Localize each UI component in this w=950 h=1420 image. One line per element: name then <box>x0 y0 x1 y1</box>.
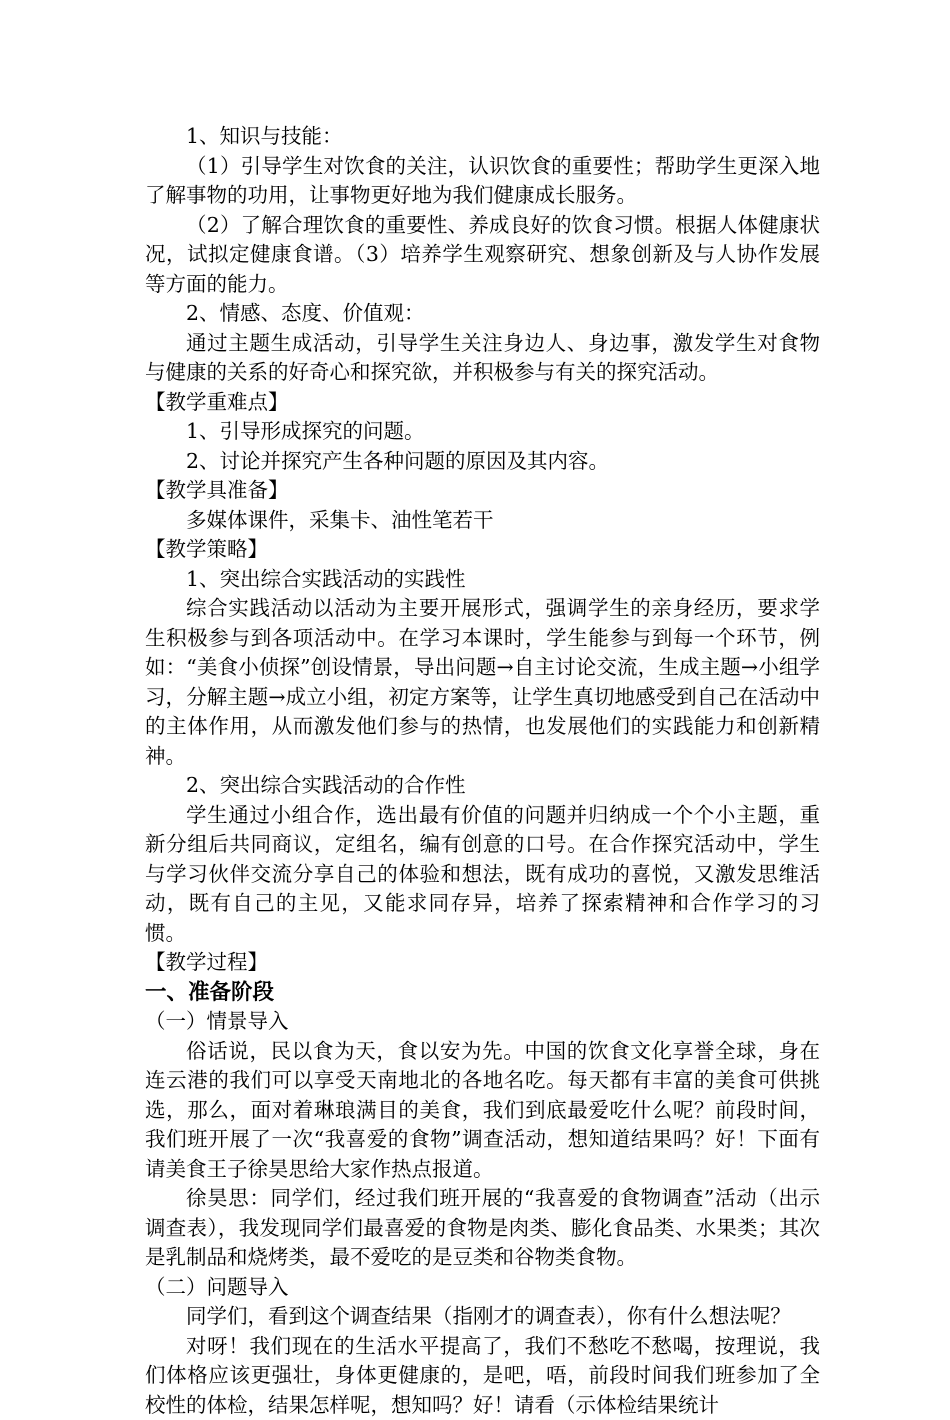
paragraph-emotion-body: 通过主题生成活动，引导学生关注身边人、身边事，激发学生对食物与健康的关系的好奇心和探究欲，并积极参与有关的探究活动。 <box>145 329 820 388</box>
paragraph-health-check: 对呀！我们现在的生活水平提高了，我们不愁吃不愁喝，按理说，我们体格应该更强壮，身体更健康的，是吧，唔，前段时间我们班参加了全校性的体检，结果怎样呢，想知吗？好！请看（示体检结果统计 <box>145 1332 820 1420</box>
paragraph-goal-1: （1）引导学生对饮食的关注，认识饮食的重要性；帮助学生更深入地了解事物的功用，让事物更好地为我们健康成长服务。 <box>145 152 820 211</box>
section-heading-materials: 【教学具准备】 <box>145 476 820 506</box>
paragraph-strategy-1-body: 综合实践活动以活动为主要开展形式，强调学生的亲身经历，要求学生积极参与到各项活动中。在学习本课时，学生能参与到每一个环节，例如：“美食小侦探”创设情景，导出问题→自主讨论交流，生成主题→小组学习，分解主题→成立小组，初定方案等，让学生真切地感受到自己在活动中的主体作用，从而激发他们参与的热情，也发展他们的实践能力和创新精神。 <box>145 594 820 771</box>
section-heading-process: 【教学过程】 <box>145 948 820 978</box>
paragraph-emotion-heading: 2、情感、态度、价值观： <box>145 299 820 329</box>
section-heading-key-points: 【教学重难点】 <box>145 388 820 418</box>
paragraph-strategy-2-body: 学生通过小组合作，选出最有价值的问题并归纳成一个个小主题，重新分组后共同商议，定组名，编有创意的口号。在合作探究活动中，学生与学习伙伴交流分享自己的体验和想法，既有成功的喜悦，又激发思维活动，既有自己的主见，又能求同存异，培养了探索精神和合作学习的习惯。 <box>145 801 820 949</box>
paragraph-survey-report: 徐昊思：同学们，经过我们班开展的“我喜爱的食物调查”活动（出示调查表），我发现同学们最喜爱的食物是肉类、膨化食品类、水果类；其次是乳制品和烧烤类，最不爱吃的是豆类和谷物类食物。 <box>145 1184 820 1273</box>
paragraph-scene-intro: 俗话说，民以食为天，食以安为先。中国的饮食文化享誉全球，身在连云港的我们可以享受天南地北的各地名吃。每天都有丰富的美食可供挑选，那么，面对着琳琅满目的美食，我们到底最爱吃什么呢？前段时间，我们班开展了一次“我喜爱的食物”调查活动，想知道结果吗？好！下面有请美食王子徐昊思给大家作热点报道。 <box>145 1037 820 1185</box>
document-body <box>145 122 820 1420</box>
section-heading-strategy: 【教学策略】 <box>145 535 820 565</box>
paragraph-question: 同学们，看到这个调查结果（指刚才的调查表），你有什么想法呢？ <box>145 1302 820 1332</box>
paragraph-materials: 多媒体课件，采集卡、油性笔若干 <box>145 506 820 536</box>
paragraph-knowledge-skills-heading: 1、知识与技能： <box>145 122 820 152</box>
heading-preparation-stage: 一、准备阶段 <box>145 978 820 1008</box>
subheading-scene-intro: （一）情景导入 <box>145 1007 820 1037</box>
paragraph-key-point-2: 2、讨论并探究产生各种问题的原因及其内容。 <box>145 447 820 477</box>
paragraph-strategy-1-heading: 1、突出综合实践活动的实践性 <box>145 565 820 595</box>
paragraph-goal-2: （2）了解合理饮食的重要性、养成良好的饮食习惯。根据人体健康状况，试拟定健康食谱。（3）培养学生观察研究、想象创新及与人协作发展等方面的能力。 <box>145 211 820 300</box>
paragraph-strategy-2-heading: 2、突出综合实践活动的合作性 <box>145 771 820 801</box>
paragraph-key-point-1: 1、引导形成探究的问题。 <box>145 417 820 447</box>
subheading-question-intro: （二）问题导入 <box>145 1273 820 1303</box>
